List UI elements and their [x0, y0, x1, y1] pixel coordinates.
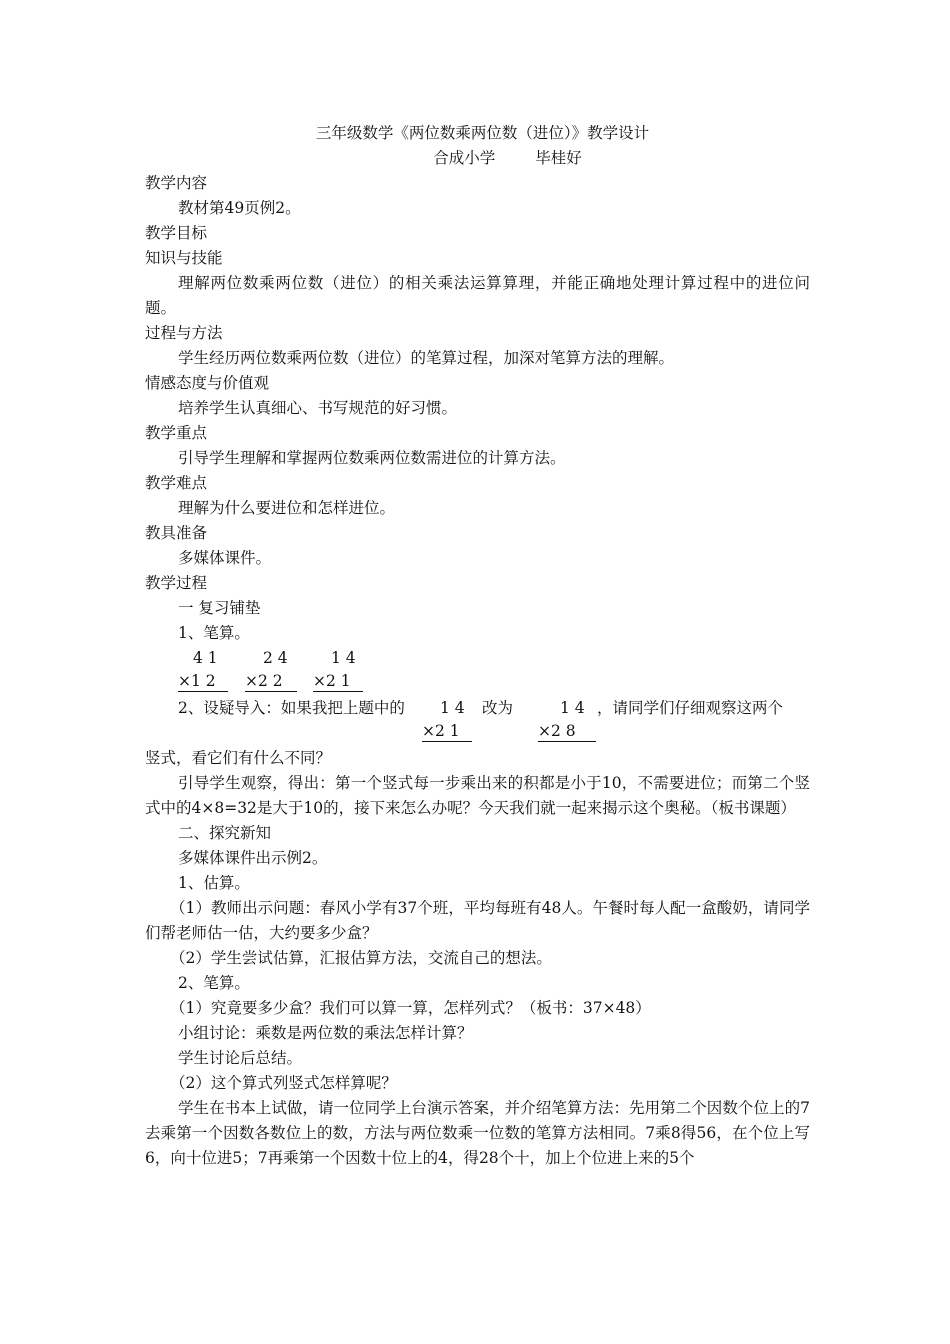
document-body	[145, 121, 810, 1171]
step2-text-c: 竖式，看它们有什么不同？	[145, 749, 332, 767]
content-text: 教材第49页例2。	[178, 199, 301, 217]
step2-bottom-1: ×2 1	[422, 721, 472, 742]
author-school: 合成小学	[433, 149, 496, 167]
step2-text-a: 2、设疑导入：如果我把上题中的	[178, 699, 405, 717]
calc-2: （2）这个算式列竖式怎样算呢？	[170, 1074, 397, 1092]
calc-top-2: 2 4	[263, 649, 288, 667]
guide-text: 引导学生观察，得出：第一个竖式每一步乘出来的积都是小于10，不需要进位；而第二个竖式中的4×8=32是大于10的，接下来怎么办呢？今天我们就一起来揭示这个奥秘。（板书课题）	[145, 774, 810, 817]
discuss-text: 小组讨论：乘数是两位数的乘法怎样计算？	[178, 1024, 473, 1042]
heading-key-points: 教学重点	[145, 424, 208, 442]
calc-bottom-2: ×2 2	[245, 671, 297, 692]
calc-bottom-3: ×2 1	[313, 671, 363, 692]
attitude-text: 培养学生认真细心、书写规范的好习惯。	[178, 399, 458, 417]
heading-tools: 教具准备	[145, 524, 208, 542]
step2-row	[145, 696, 810, 721]
difficulties-text: 理解为什么要进位和怎样进位。	[178, 499, 396, 517]
author-line	[205, 146, 810, 171]
heading-knowledge: 知识与技能	[145, 249, 223, 267]
author-name: 毕桂好	[535, 149, 582, 167]
calc-1: （1）究竟要多少盒？我们可以算一算，怎样列式？（板书：37×48）	[170, 999, 651, 1017]
knowledge-text: 理解两位数乘两位数（进位）的相关乘法运算算理，并能正确地处理计算过程中的进位问题。	[145, 274, 810, 317]
calc-bottom-row	[145, 671, 810, 696]
tools-text: 多媒体课件。	[178, 549, 272, 567]
review-step1: 1、笔算。	[178, 624, 250, 642]
step2-bottom-row	[145, 721, 810, 746]
explore-intro: 多媒体课件出示例2。	[178, 849, 328, 867]
calc-bottom-1: ×1 2	[178, 671, 228, 692]
estimate-heading: 1、估算。	[178, 874, 250, 892]
explore-title: 二、探究新知	[178, 824, 272, 842]
heading-goals: 教学目标	[145, 224, 208, 242]
summary-text: 学生讨论后总结。	[178, 1049, 303, 1067]
document-title: 三年级数学《两位数乘两位数（进位）》教学设计	[315, 124, 650, 142]
step2-top-1: 1 4	[440, 699, 465, 717]
step2-top-2: 1 4	[560, 699, 585, 717]
heading-difficulties: 教学难点	[145, 474, 208, 492]
calc-top-1: 4 1	[193, 649, 218, 667]
step2-bottom-2: ×2 8	[538, 721, 596, 742]
process-text: 学生经历两位数乘两位数（进位）的笔算过程，加深对笔算方法的理解。	[178, 349, 675, 367]
step2-text-b: ，请同学们仔细观察这两个	[597, 699, 784, 717]
estimate-1: （1）教师出示问题：春风小学有37个班，平均每班有48人。午餐时每人配一盒酸奶，请同学们帮老师估一估，大约要多少盒？	[145, 899, 810, 942]
calc-top-3: 1 4	[331, 649, 356, 667]
calc-top-row	[145, 646, 810, 671]
calc-heading: 2、笔算。	[178, 974, 250, 992]
estimate-2: （2）学生尝试估算，汇报估算方法，交流自己的想法。	[170, 949, 552, 967]
heading-content: 教学内容	[145, 174, 208, 192]
heading-procedure: 教学过程	[145, 574, 208, 592]
heading-process: 过程与方法	[145, 324, 223, 342]
review-title: 一 复习铺垫	[178, 599, 261, 617]
demo-text: 学生在书本上试做，请一位同学上台演示答案，并介绍笔算方法：先用第二个因数个位上的7去乘第一个因数各数位上的数，方法与两位数乘一位数的笔算方法相同。7乘8得56，在个位上写6，向十位进5；7再乘第一个因数十位上的4，得28个十，加上个位进上来的5个	[145, 1099, 810, 1167]
key-points-text: 引导学生理解和掌握两位数乘两位数需进位的计算方法。	[178, 449, 566, 467]
heading-attitude: 情感态度与价值观	[145, 374, 270, 392]
step2-mid: 改为	[482, 699, 514, 717]
